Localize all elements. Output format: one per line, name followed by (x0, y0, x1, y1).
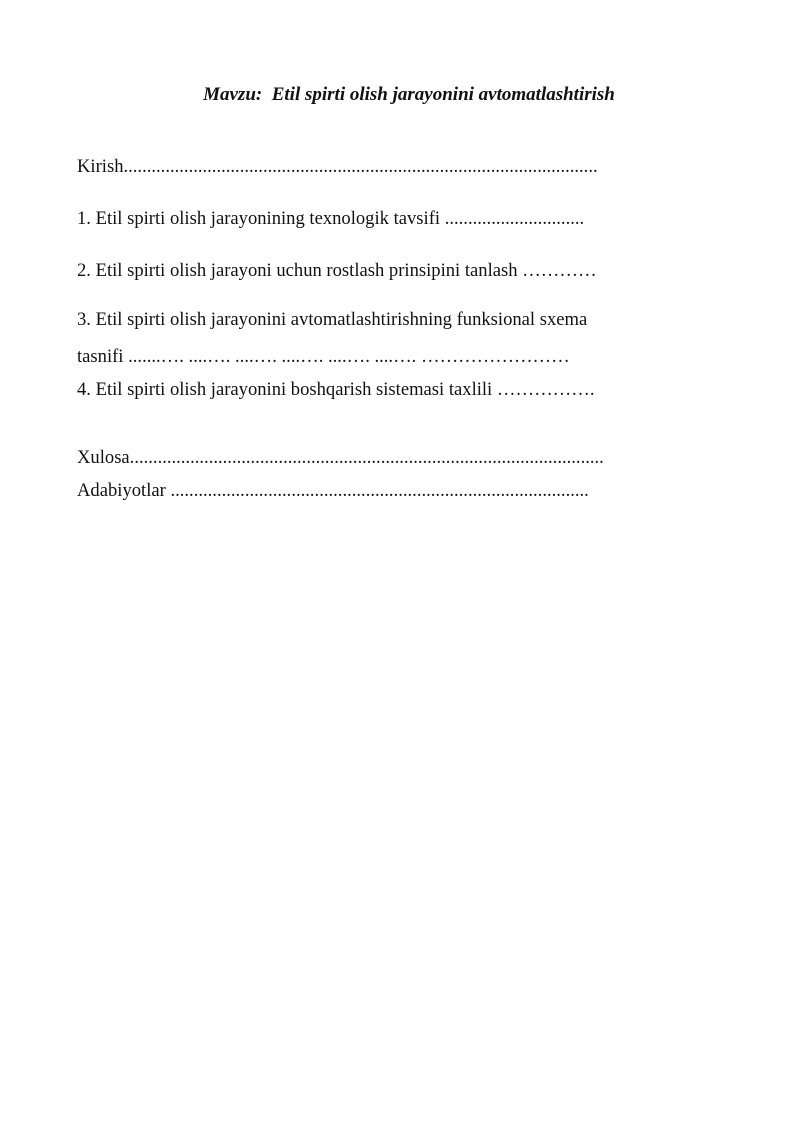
toc-entry-section-3: 3. Etil spirti olish jarayonini avtomatlashtirishning funksional sxema (77, 309, 588, 330)
toc-entry-adabiyotlar: Adabiyotlar .......................................................................................... (77, 480, 589, 501)
toc-entry-section-4: 4. Etil spirti olish jarayonini boshqarish sistemasi taxlili ……………. (77, 379, 595, 400)
page-title: Mavzu: Etil spirti olish jarayonini avtomatlashtirish (203, 84, 615, 105)
toc-entry-kirish: Kirish...................................................................................................... (77, 156, 598, 177)
toc-entry-section-2: 2. Etil spirti olish jarayoni uchun rostlash prinsipini tanlash ………… (77, 260, 597, 281)
toc-entry-xulosa: Xulosa...................................................................................................... (77, 447, 604, 468)
toc-entry-section-3-continued: tasnifi .......…. ....…. ....…. ....…. ....…. ....…. …………………… (77, 346, 570, 367)
toc-entry-section-1: 1. Etil spirti olish jarayonining texnologik tavsifi .............................. (77, 208, 585, 229)
